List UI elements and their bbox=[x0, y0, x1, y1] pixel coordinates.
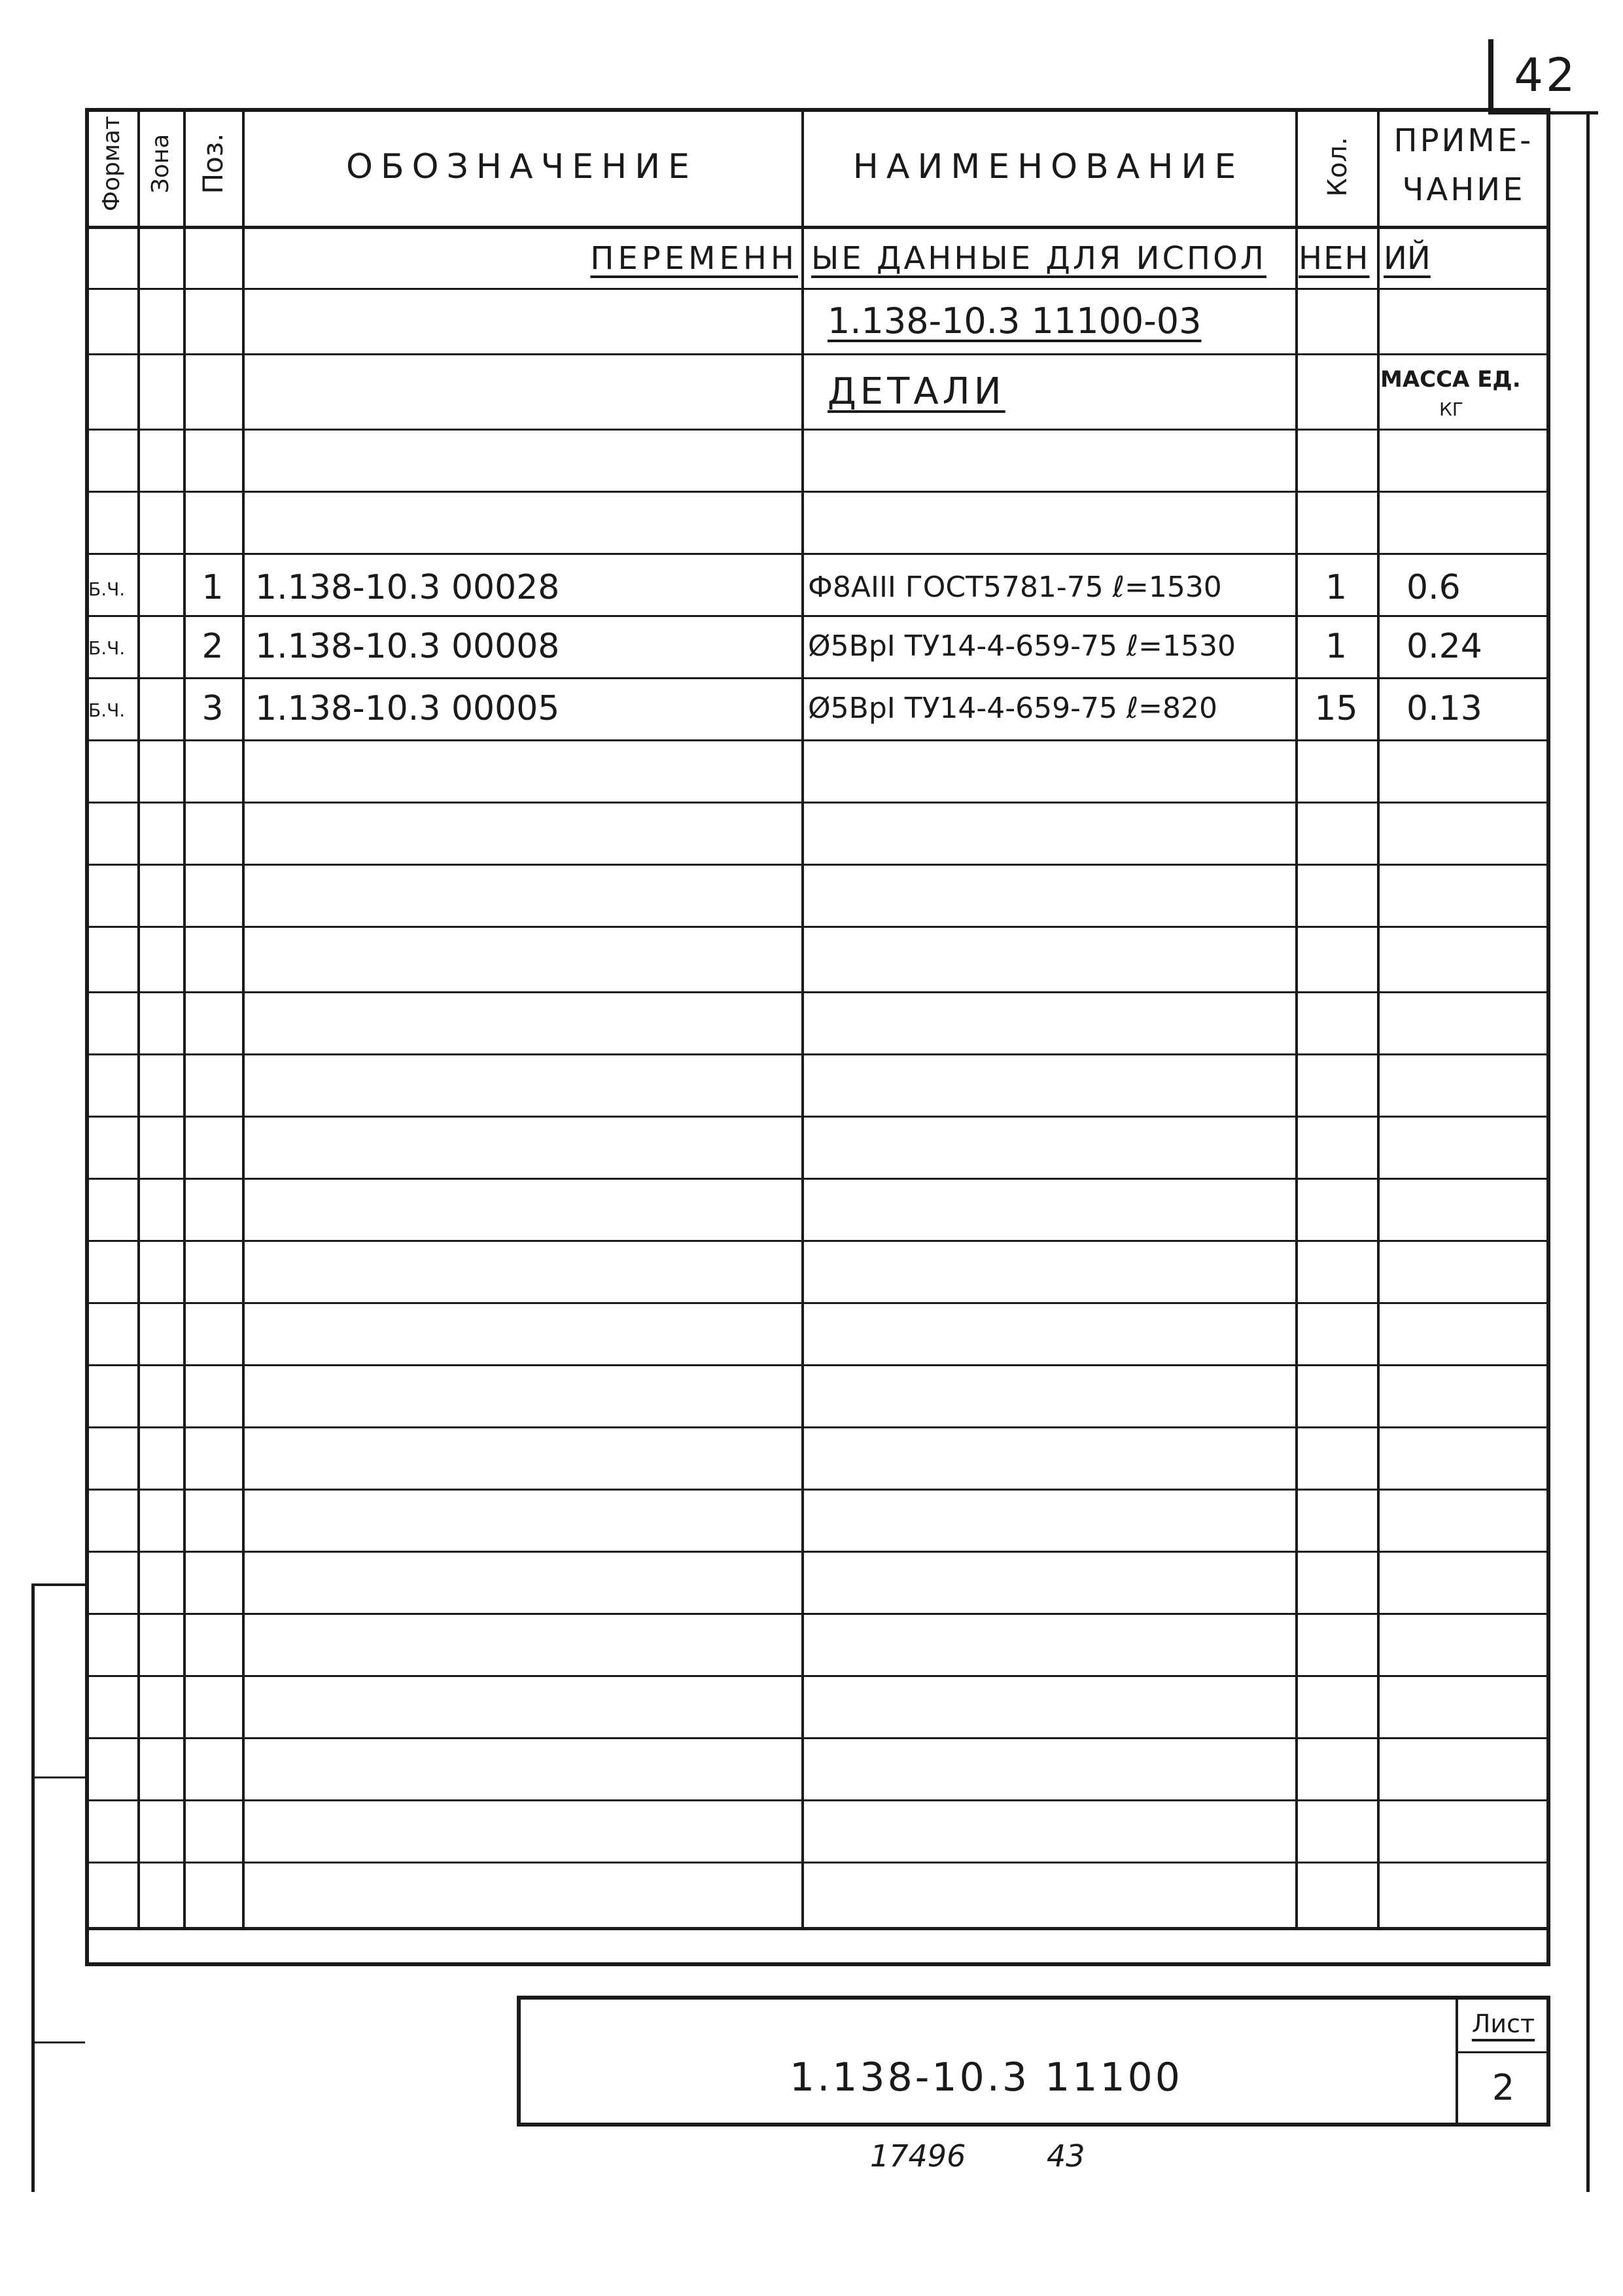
header-format: Формат bbox=[97, 115, 125, 212]
document-code: 1.138-10.3 11100 bbox=[790, 2055, 1183, 2100]
col-line-zone bbox=[137, 108, 140, 1927]
row-line bbox=[85, 739, 1550, 741]
row-designation: 1.138-10.3 00028 bbox=[255, 567, 560, 607]
row-pos: 3 bbox=[201, 688, 224, 728]
mass-label: МАССА ЕД. bbox=[1380, 366, 1521, 393]
binding-strip-line bbox=[31, 1776, 85, 1778]
row-line bbox=[85, 1302, 1550, 1304]
row-line bbox=[85, 1364, 1550, 1366]
variable-data-caption-qty: НЕН bbox=[1299, 240, 1370, 277]
row-line bbox=[85, 1613, 1550, 1615]
header-zone: Зона bbox=[147, 133, 174, 194]
row-format: Б.Ч. bbox=[88, 637, 126, 659]
row-line bbox=[85, 1116, 1550, 1118]
row-note: 0.24 bbox=[1406, 626, 1482, 666]
row-qty: 1 bbox=[1325, 567, 1348, 607]
row-line bbox=[85, 1178, 1550, 1180]
row-qty: 15 bbox=[1314, 688, 1358, 728]
row-line bbox=[85, 1489, 1550, 1491]
row-line bbox=[85, 1675, 1550, 1677]
header-qty: Кол. bbox=[1323, 137, 1353, 197]
header-note-line2: ЧАНИЕ bbox=[1402, 171, 1526, 208]
row-line bbox=[85, 1737, 1550, 1739]
row-format: Б.Ч. bbox=[88, 578, 126, 600]
row-line bbox=[85, 1799, 1550, 1801]
sheet-number: 42 bbox=[1488, 39, 1598, 115]
row-line bbox=[85, 491, 1550, 493]
header-pos: Поз. bbox=[196, 133, 229, 194]
binding-strip-line bbox=[31, 2041, 85, 2043]
sheet-label: Лист bbox=[1471, 2009, 1535, 2038]
header-name: НАИМЕНОВАНИЕ bbox=[852, 147, 1244, 186]
row-line bbox=[85, 553, 1550, 555]
row-name: Ø5ВрI ТУ14-4-659-75 ℓ=1530 bbox=[808, 629, 1236, 663]
row-name: Ф8АIII ГОСТ5781-75 ℓ=1530 bbox=[808, 571, 1222, 604]
row-line bbox=[85, 429, 1550, 431]
row-line bbox=[85, 1551, 1550, 1553]
binding-strip bbox=[31, 1583, 85, 2192]
sheet-value: 2 bbox=[1492, 2066, 1515, 2108]
title-block-sheet-divider bbox=[1456, 2051, 1550, 2053]
row-designation: 1.138-10.3 00005 bbox=[255, 688, 560, 728]
variable-data-caption-left: ПЕРЕМЕНН bbox=[590, 240, 798, 277]
variable-data-caption-mid: ЫЕ ДАННЫЕ ДЛЯ ИСПОЛ bbox=[811, 240, 1266, 277]
row-line bbox=[85, 1862, 1550, 1863]
spec-table-frame bbox=[85, 108, 1550, 1966]
row-format: Б.Ч. bbox=[88, 699, 126, 721]
row-name: Ø5ВрI ТУ14-4-659-75 ℓ=820 bbox=[808, 692, 1217, 725]
row-line bbox=[85, 991, 1550, 993]
col-line-name bbox=[801, 108, 804, 1927]
table-body-bottom-line bbox=[85, 1927, 1550, 1930]
col-line-pos bbox=[183, 108, 186, 1927]
row-line bbox=[85, 864, 1550, 866]
col-line-note bbox=[1377, 108, 1380, 1927]
row-note: 0.13 bbox=[1406, 688, 1482, 728]
row-line bbox=[85, 1240, 1550, 1242]
execution-code: 1.138-10.3 11100-03 bbox=[828, 300, 1202, 342]
col-line-qty bbox=[1295, 108, 1298, 1927]
variable-data-caption-note: ИЙ bbox=[1384, 240, 1431, 277]
header-designation: ОБОЗНАЧЕНИЕ bbox=[346, 147, 697, 186]
row-line bbox=[85, 926, 1550, 928]
col-line-designation bbox=[242, 108, 245, 1927]
row-line bbox=[85, 1426, 1550, 1428]
row-line bbox=[85, 353, 1550, 355]
page-right-border bbox=[1586, 111, 1590, 2192]
row-note: 0.6 bbox=[1406, 567, 1461, 607]
row-line bbox=[85, 802, 1550, 804]
header-note-line1: ПРИМЕ- bbox=[1393, 122, 1534, 159]
mass-unit: КГ bbox=[1439, 398, 1463, 420]
details-heading: ДЕТАЛИ bbox=[828, 370, 1005, 413]
inventory-number: 17496 bbox=[870, 2138, 966, 2174]
row-pos: 2 bbox=[201, 626, 224, 666]
row-qty: 1 bbox=[1325, 626, 1348, 666]
row-designation: 1.138-10.3 00008 bbox=[255, 626, 560, 666]
row-line bbox=[85, 1053, 1550, 1055]
row-line bbox=[85, 288, 1550, 290]
row-pos: 1 bbox=[201, 567, 224, 607]
page-number: 43 bbox=[1047, 2138, 1085, 2174]
